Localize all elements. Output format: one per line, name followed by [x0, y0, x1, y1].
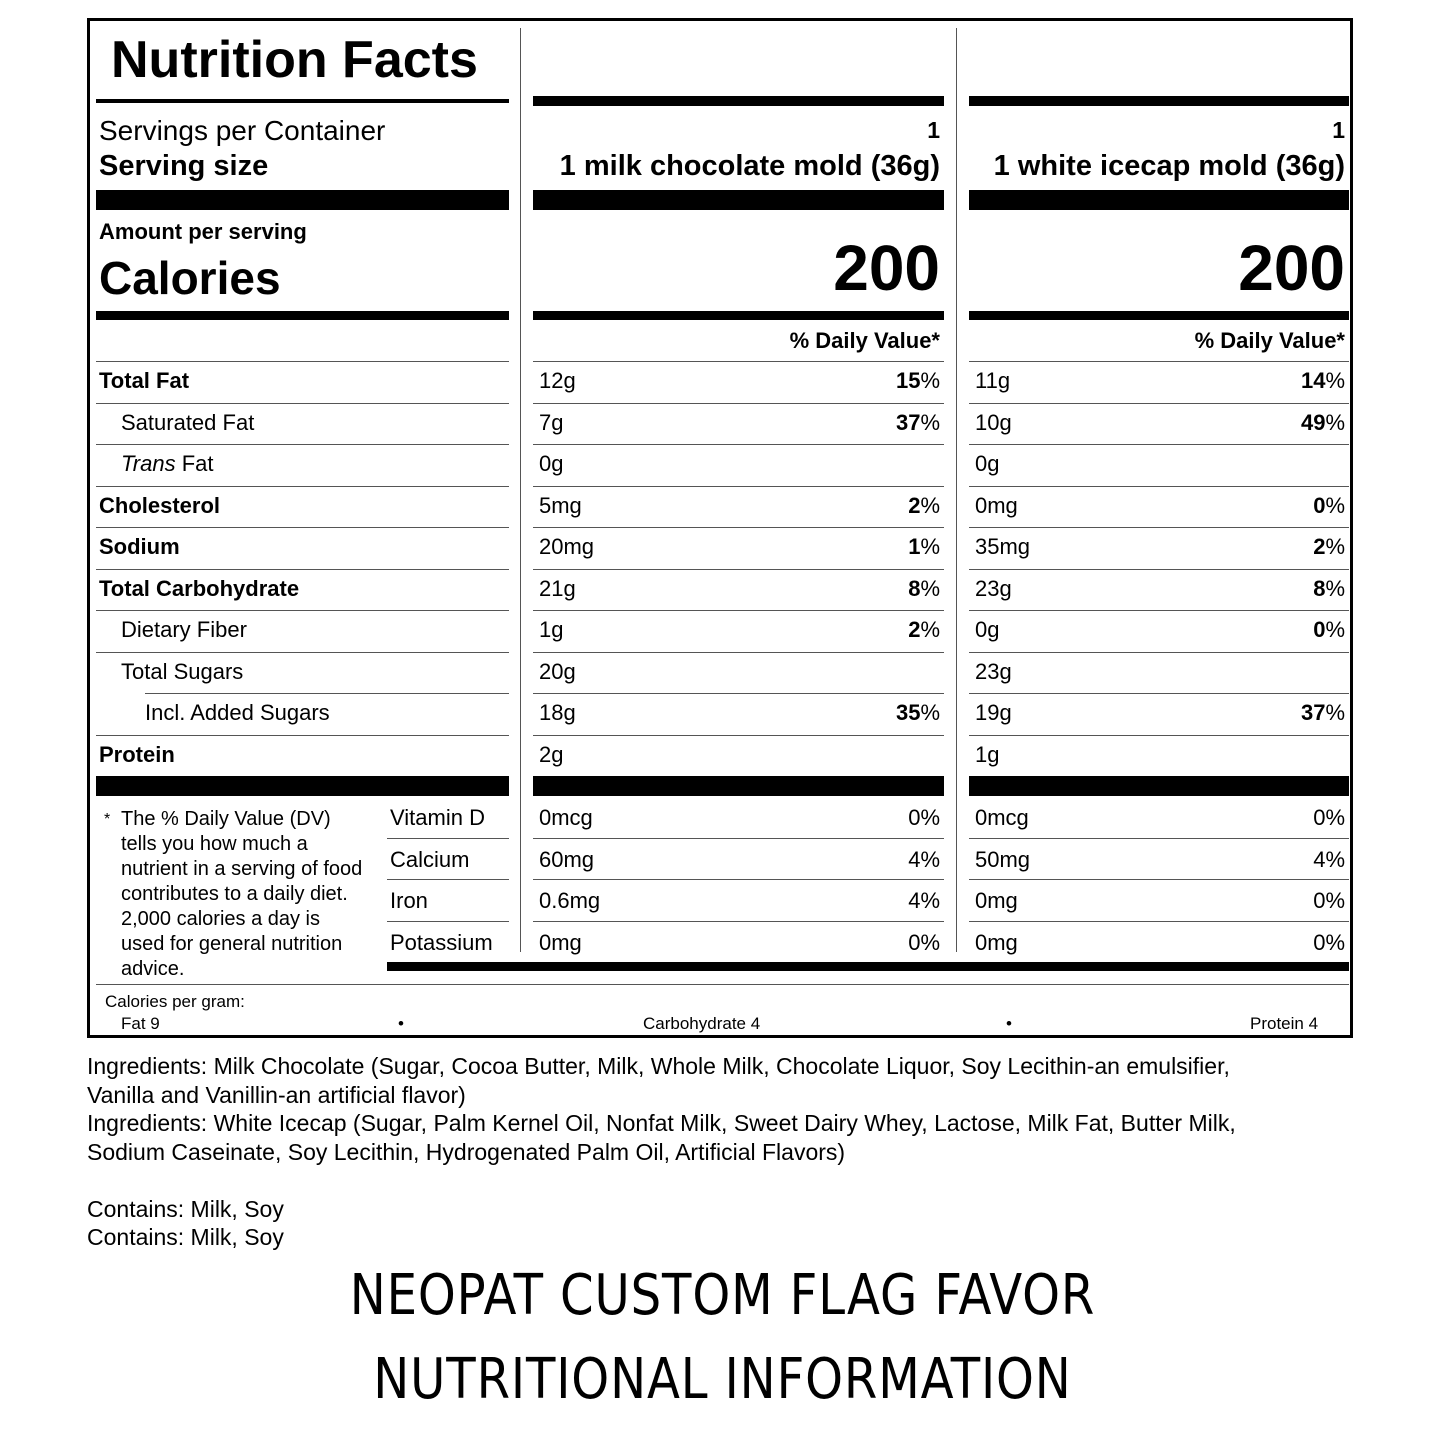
nutrient-amount-p2: 10g: [975, 410, 1012, 435]
vitamin-amount-p1: 60mg: [539, 847, 595, 872]
nutrient-amount-p2: 1g: [975, 742, 1000, 767]
nutrient-rule-p2: [969, 569, 1349, 570]
white-ingredients-line1: Ingredients: White Icecap (Sugar, Palm Kernel Oil, Nonfat Milk, Sweet Dairy Whey, Lactose, Milk Fat, Butter Milk,: [87, 1110, 1236, 1136]
nutrient-rule-p1: [533, 527, 944, 528]
nutrient-dv-p1: [533, 536, 940, 558]
cal-per-gram-fat: Fat 9: [121, 1014, 160, 1033]
footnote-star: *: [104, 811, 111, 828]
headline-line2: NUTRITIONAL INFORMATION: [373, 1347, 1072, 1412]
ingredients-block: [87, 1052, 1236, 1252]
nutrient-rule-p2: [969, 444, 1349, 445]
serving-size-label: Serving size: [99, 150, 269, 182]
nutrient-rule-p1: [533, 610, 944, 611]
footnote-line: advice.: [121, 958, 185, 980]
serving-size-p1: 1 milk chocolate mold (36g): [559, 150, 940, 182]
dv-number: 2: [1313, 534, 1326, 559]
dv-percent: %: [920, 576, 940, 601]
column-divider-2: [956, 28, 957, 952]
footnote-line: tells you how much a: [121, 833, 308, 855]
nutrient-label: [121, 453, 214, 475]
nutrient-amount-p1: 21g: [539, 576, 576, 601]
vitamin-rule-p2: [969, 838, 1349, 839]
nutrient-amount-p1: 7g: [539, 410, 564, 435]
dv-percent: %: [1325, 700, 1345, 725]
amount-per-serving: Amount per serving: [99, 219, 307, 244]
nutrient-dv-p2: [969, 412, 1345, 434]
vitamin-dv-p2: 0%: [1313, 805, 1345, 830]
title-rule: [96, 99, 509, 103]
footnote-line: used for general nutrition: [121, 933, 343, 955]
nutrient-dv-p2: [969, 495, 1345, 517]
nutrient-amount-p1: 0g: [539, 451, 564, 476]
nutrient-label: Total Carbohydrate: [99, 576, 300, 601]
nutrient-amount-p1: 12g: [539, 368, 576, 393]
nutrient-rule-left: [145, 693, 509, 694]
nutrient-amount-p1: 20g: [539, 659, 576, 684]
nutrient-amount-p2: 23g: [975, 659, 1012, 684]
contains-line2: Contains: Milk, Soy: [87, 1224, 284, 1250]
dv-percent: %: [1325, 576, 1345, 601]
cal-per-gram-carb: Carbohydrate 4: [643, 1014, 761, 1033]
nutrient-amount-p2: 0g: [975, 451, 1000, 476]
nutrient-amount-p1: 18g: [539, 700, 576, 725]
serving-bar-0: [96, 190, 509, 210]
dv-number: 8: [908, 576, 921, 601]
nutrient-rule-p2: [969, 693, 1349, 694]
nutrient-dv-p2: [969, 536, 1345, 558]
nutrient-amount-p2: 35mg: [975, 534, 1031, 559]
nutrient-label-italic: Trans: [121, 451, 176, 476]
vitamin-bar-2: [969, 776, 1349, 796]
vitamin-dv-p1: 4%: [908, 888, 940, 913]
dv-percent: %: [920, 617, 940, 642]
column-divider-1: [520, 28, 521, 952]
dv-percent: %: [920, 493, 940, 518]
label-title: Nutrition Facts: [111, 31, 478, 89]
footnote-line: nutrient in a serving of food: [121, 858, 363, 880]
vitamin-amount-p1: 0.6mg: [539, 888, 601, 913]
vitamin-bar-1: [533, 776, 944, 796]
footnote-text: [121, 807, 362, 982]
nutrient-rule-left: [96, 610, 509, 611]
white-ingredients-line2: Sodium Caseinate, Soy Lecithin, Hydrogenated Palm Oil, Artificial Flavors): [87, 1138, 846, 1165]
vitamin-rule-left: [387, 838, 509, 839]
nutrient-label-rest: Fat: [175, 451, 214, 476]
vitamin-dv-p1: 0%: [908, 930, 940, 955]
nutrient-label: Total Fat: [99, 368, 190, 393]
nutrient-dv-p1: [533, 578, 940, 600]
nutrient-amount-p2: 0mg: [975, 493, 1018, 518]
dv-number: 37: [1300, 700, 1326, 725]
headline-line1: NEOPAT CUSTOM FLAG FAVOR: [349, 1263, 1096, 1328]
nutrient-amount-p1: 1g: [539, 617, 564, 642]
nutrient-amount-p1: 2g: [539, 742, 564, 767]
nutrient-rule-left: [96, 735, 509, 736]
serving-size-p2: 1 white icecap mold (36g): [993, 150, 1345, 182]
nutrient-rule-left: [96, 361, 509, 362]
cal-per-gram-rule: [96, 984, 1349, 985]
nutrient-rule-left: [96, 527, 509, 528]
vitamin-rule-p2: [969, 921, 1349, 922]
vitamin-rule-p1: [533, 921, 944, 922]
nutrient-rule-p2: [969, 610, 1349, 611]
nutrient-rule-p2: [969, 361, 1349, 362]
dv-number: 2: [908, 617, 921, 642]
vitamin-dv-p2: 4%: [1313, 847, 1345, 872]
vitamin-rule-left: [387, 921, 509, 922]
nutrient-amount-p1: 5mg: [539, 493, 582, 518]
nutrient-label: Incl. Added Sugars: [145, 700, 330, 725]
nutrient-amount-p2: 11g: [975, 368, 1011, 393]
nutrient-rule-p1: [533, 403, 944, 404]
vitamin-label: Iron: [390, 888, 428, 913]
vitamin-label: Calcium: [390, 847, 470, 872]
nutrient-rule-left: [96, 444, 509, 445]
serving-bar-2: [969, 190, 1349, 210]
dv-percent: %: [1325, 493, 1345, 518]
nutrient-rule-p1: [533, 735, 944, 736]
nutrient-rule-p1: [533, 652, 944, 653]
nutrient-dv-p1: [533, 495, 940, 517]
nutrient-rule-p1: [533, 569, 944, 570]
nutrient-amount-p1: 20mg: [539, 534, 595, 559]
vitamin-label: Potassium: [390, 930, 493, 955]
nutrient-rule-left: [96, 569, 509, 570]
dv-number: 2: [908, 493, 921, 518]
dv-number: 8: [1313, 576, 1326, 601]
bullet-2: •: [1006, 1014, 1012, 1033]
nutrient-rule-left: [96, 486, 509, 487]
footer-bar: [387, 962, 1349, 971]
nutrient-rule-left: [96, 652, 509, 653]
calories-bar-0: [96, 311, 509, 320]
cal-per-gram-protein: Protein 4: [1250, 1014, 1319, 1033]
dv-percent: %: [920, 534, 940, 559]
nutrient-rule-p2: [969, 486, 1349, 487]
nutrient-rule-p1: [533, 486, 944, 487]
calories-value-p1: 200: [833, 232, 940, 304]
cal-per-gram-label: Calories per gram:: [105, 992, 245, 1011]
nutrient-dv-p1: [533, 370, 940, 392]
nutrient-rule-p2: [969, 735, 1349, 736]
vitamin-dv-p1: 0%: [908, 805, 940, 830]
nutrient-rule-p1: [533, 693, 944, 694]
servings-count-p2: 1: [1332, 117, 1345, 143]
dv-header-p2: % Daily Value*: [1194, 328, 1345, 353]
header-bar-2: [969, 96, 1349, 106]
vitamin-bar-0: [96, 776, 509, 796]
nutrient-dv-p2: [969, 619, 1345, 641]
nutrient-label: Cholesterol: [99, 493, 221, 518]
nutrient-amount-p2: 0g: [975, 617, 1000, 642]
vitamin-amount-p2: 0mcg: [975, 805, 1029, 830]
vitamin-dv-p2: 0%: [1313, 930, 1345, 955]
vitamin-amount-p1: 0mg: [539, 930, 582, 955]
nutrient-dv-p2: [969, 370, 1345, 392]
dv-number: 1: [908, 534, 921, 559]
nutrient-dv-p1: [533, 412, 940, 434]
nutrient-dv-p2: [969, 702, 1345, 724]
nutrient-rule-left: [96, 403, 509, 404]
dv-number: 15: [895, 368, 921, 393]
dv-number: 49: [1300, 410, 1326, 435]
footnote-line: 2,000 calories a day is: [121, 908, 321, 930]
nutrient-dv-p1: [533, 702, 940, 724]
contains-line1: Contains: Milk, Soy: [87, 1195, 284, 1222]
milk-ingredients-line1: Ingredients: Milk Chocolate (Sugar, Cocoa Butter, Milk, Whole Milk, Chocolate Liquor, Soy Lecithin-an emulsifier,: [87, 1053, 1230, 1079]
nutrient-label: Dietary Fiber: [121, 617, 247, 642]
nutrient-amount-p2: 23g: [975, 576, 1012, 601]
vitamin-amount-p2: 0mg: [975, 888, 1018, 913]
dv-number: 0: [1313, 617, 1326, 642]
vitamin-amount-p2: 0mg: [975, 930, 1018, 955]
dv-number: 35: [895, 700, 921, 725]
calories-bar-2: [969, 311, 1349, 320]
footnote-line: contributes to a daily diet.: [121, 883, 348, 905]
nutrient-dv-p1: [533, 619, 940, 641]
bullet-1: •: [398, 1014, 404, 1033]
vitamin-amount-p2: 50mg: [975, 847, 1031, 872]
calories-label: Calories: [99, 252, 281, 304]
vitamin-rule-p2: [969, 879, 1349, 880]
nutrient-label: Total Sugars: [121, 659, 244, 684]
dv-number: 14: [1300, 368, 1326, 393]
vitamin-rule-p1: [533, 879, 944, 880]
milk-ingredients-line2: Vanilla and Vanillin-an artificial flavor): [87, 1081, 466, 1108]
vitamin-dv-p2: 0%: [1313, 888, 1345, 913]
dv-percent: %: [1325, 410, 1345, 435]
nutrient-label: Sodium: [99, 534, 180, 559]
dv-percent: %: [1325, 368, 1345, 393]
dv-percent: %: [920, 700, 940, 725]
dv-percent: %: [920, 368, 940, 393]
vitamin-label: Vitamin D: [390, 805, 485, 830]
vitamin-rule-p1: [533, 838, 944, 839]
calories-value-p2: 200: [1238, 232, 1345, 304]
serving-bar-1: [533, 190, 944, 210]
nutrient-rule-p2: [969, 527, 1349, 528]
calories-bar-1: [533, 311, 944, 320]
dv-percent: %: [1325, 617, 1345, 642]
nutrient-rule-p1: [533, 444, 944, 445]
header-bar-1: [533, 96, 944, 106]
vitamin-dv-p1: 4%: [908, 847, 940, 872]
nutrient-label: Protein: [99, 742, 175, 767]
vitamin-rule-left: [387, 879, 509, 880]
nutrient-dv-p2: [969, 578, 1345, 600]
dv-header-p1: % Daily Value*: [789, 328, 940, 353]
nutrient-label: Saturated Fat: [121, 410, 255, 435]
nutrient-rule-p1: [533, 361, 944, 362]
dv-number: 37: [895, 410, 921, 435]
vitamin-amount-p1: 0mcg: [539, 805, 593, 830]
dv-percent: %: [1325, 534, 1345, 559]
footnote-line: The % Daily Value (DV): [121, 808, 331, 830]
nutrient-rule-p2: [969, 403, 1349, 404]
nutrient-amount-p2: 19g: [975, 700, 1012, 725]
nutrient-rule-p2: [969, 652, 1349, 653]
dv-number: 0: [1313, 493, 1326, 518]
servings-label: Servings per Container: [99, 115, 386, 146]
servings-count-p1: 1: [927, 117, 940, 143]
dv-percent: %: [920, 410, 940, 435]
